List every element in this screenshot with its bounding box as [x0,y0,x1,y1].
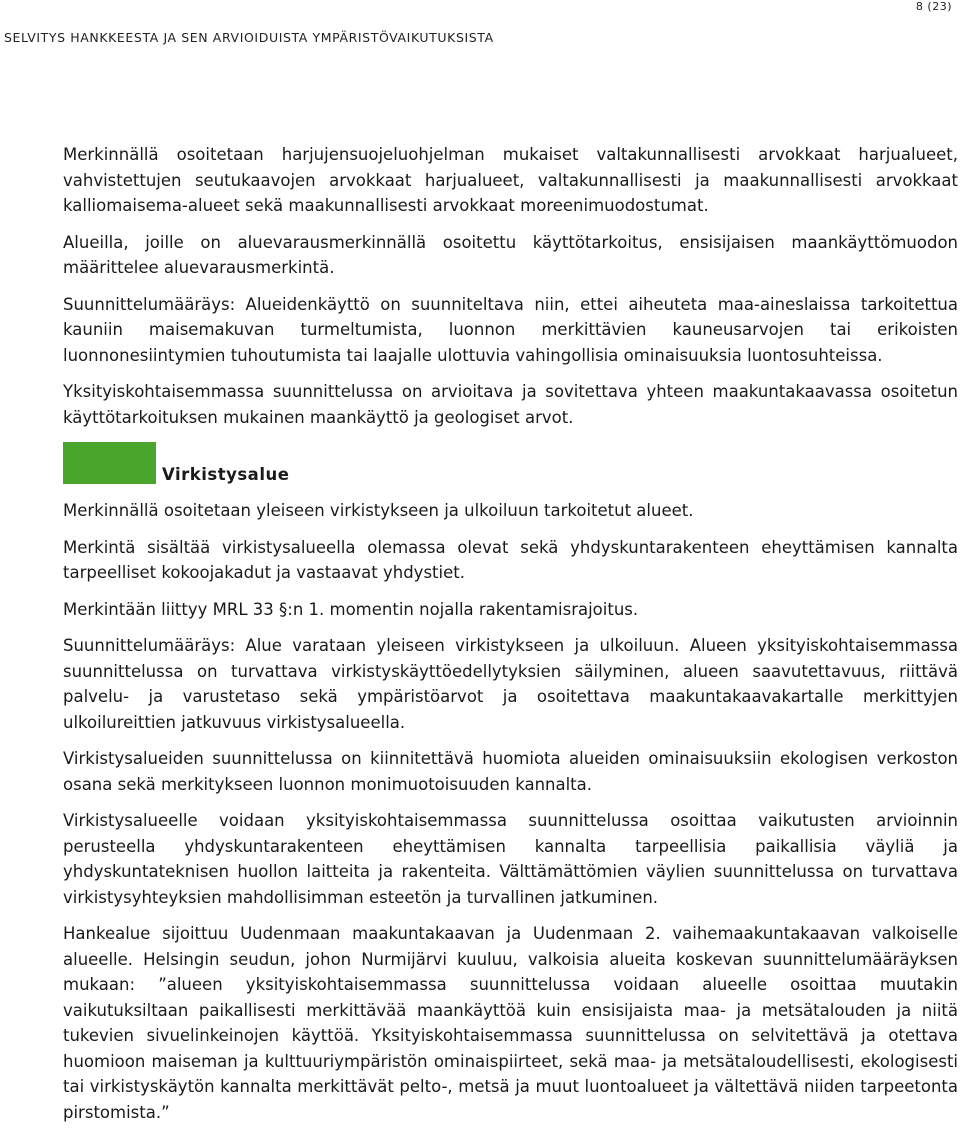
document-body [63,142,958,1136]
paragraph: Merkinnällä osoitetaan yleiseen virkistykseen ja ulkoiluun tarkoitetut alueet. [63,501,694,520]
paragraph: Merkintään liittyy MRL 33 §:n 1. momentin nojalla rakentamisrajoitus. [63,599,639,619]
paragraph: Hankealue sijoittuu Uudenmaan maakuntakaavan ja Uudenmaan 2. vaihemaakuntakaavan valkoiselle alueelle. Helsingin seudun, johon Nurmijärvi kuuluu, valkoisia alueita koskevan suunnittelumääräyksen mukaan: ”alueen yksityiskohtaisemmassa suunnittelussa voidaan alueelle osoittaa muutakin vaikutuksiltaan paikallisesti merkittävää maankäyttöä kuin ensisijaista maa- ja metsätalouden ja niitä tukevien sivuelinkeinojen käyttöä. Yksityiskohtaisemmassa suunnittelussa on selvitettävä ja otettava huomioon maiseman ja kulttuuriympäristön ominaispiirteet, sekä maa- ja metsätaloudellisesti, ekologisesti tai virkistyskäytön kannalta merkittävät pelto-, metsä ja muut luontoalueet ja vältettävä niiden tarpeetonta pirstomista.” [63,924,958,1122]
paragraph: Virkistysalueiden suunnittelussa on kiinnitettävä huomiota alueiden ominaisuuksiin ekologisen verkoston osana sekä merkitykseen luonnon monimuotoisuuden kannalta. [63,749,958,794]
document-header: SELVITYS HANKKEESTA JA SEN ARVIOIDUISTA YMPÄRISTÖVAIKUTUKSISTA [4,30,494,45]
paragraph: Yksityiskohtaisemmassa suunnittelussa on arvioitava ja sovitettava yhteen maakuntakaavassa osoitetun käyttötarkoituksen mukainen maankäyttö ja geologiset arvot. [63,382,958,427]
green-area-swatch [63,442,156,484]
paragraph: Virkistysalueelle voidaan yksityiskohtaisemmassa suunnittelussa osoittaa vaikutusten arvioinnin perusteella yhdyskuntarakenteen eheyttämisen kannalta tarpeellisia paikallisia väyliä ja yhdyskuntateknisen huollon laitteita ja rakenteita. Välttämättömien väylien suunnittelussa on turvattava virkistysyhteyksien mahdollisimman esteetön ja turvallinen jatkuminen. [63,811,958,907]
paragraph: Alueilla, joille on aluevarausmerkinnällä osoitettu käyttötarkoitus, ensisijaisen maankäyttömuodon määrittelee aluevarausmerkintä. [63,232,958,277]
paragraph: Suunnittelumääräys: Alue varataan yleiseen virkistykseen ja ulkoiluun. Alueen yksityiskohtaisemmassa suunnittelussa on turvattava virkistyskäyttöedellytyksien säilyminen, alueen saavutettavuus, riittävä palvelu- ja varustetaso sekä ympäristöarvot ja osoitettava maakuntakaavakartalle merkittyjen ulkoilureittien jatkuvuus virkistysalueella. [63,636,958,732]
legend-item-virkistysalue [63,442,958,484]
legend-label: Virkistysalue [162,465,290,484]
paragraph: Suunnittelumääräys: Alueidenkäyttö on suunniteltava niin, ettei aiheuteta maa-aineslaissa tarkoitettua kauniin maisemakuvan turmeltumista, luonnon merkittävien kauneusarvojen tai erikoisten luonnonesiintymien tuhoutumista tai laajalle ulottuvia vahingollisia ominaisuuksia luontosuhteissa. [63,294,958,365]
paragraph: Merkintä sisältää virkistysalueella olemassa olevat sekä yhdyskuntarakenteen eheyttämisen kannalta tarpeelliset kokoojakadut ja vastaavat yhdystiet. [63,537,958,582]
page-number: 8 (23) [915,0,952,13]
paragraph: Merkinnällä osoitetaan harjujensuojeluohjelman mukaiset valtakunnallisesti arvokkaat harjualueet, vahvistettujen seutukaavojen arvokkaat harjualueet, valtakunnallisesti ja maakunnallisesti arvokkaat kalliomaisema-alueet sekä maakunnallisesti arvokkaat moreenimuodostumat. [63,145,958,215]
